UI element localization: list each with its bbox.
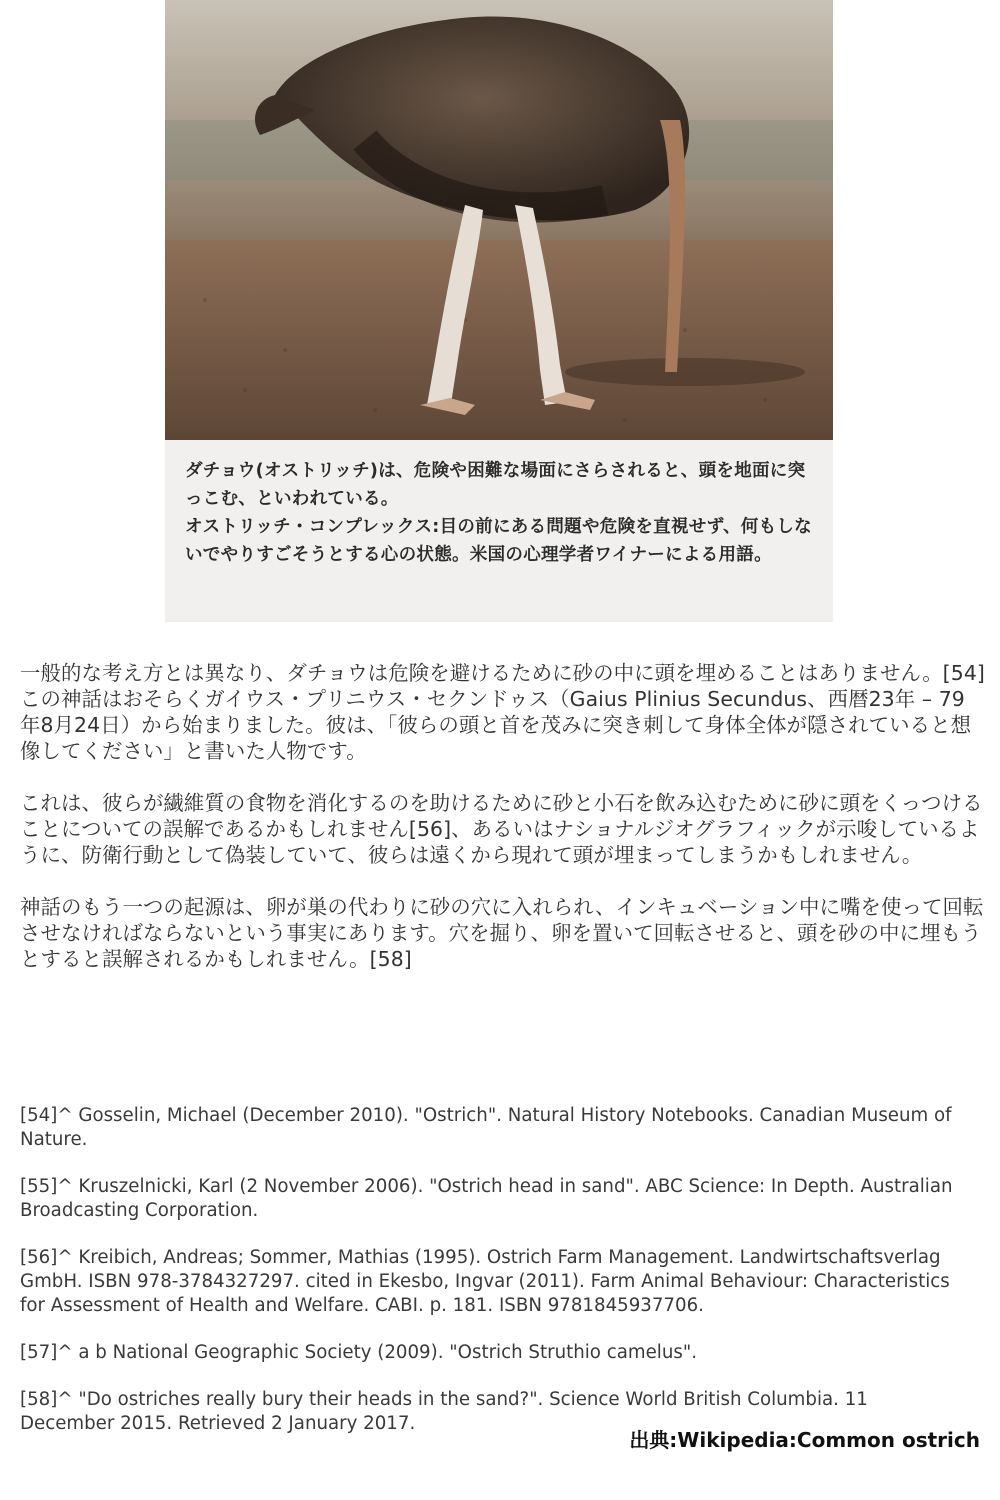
reference-58: [58]^ "Do ostriches really bury their heads in the sand?". Science World British Columbia. 11 December 2015. Retrieved 2 January 2017. (20, 1389, 868, 1434)
reference-list (20, 1104, 960, 1459)
reference-54: [54]^ Gosselin, Michael (December 2010). "Ostrich". Natural History Notebooks. Canadian Museum of Nature. (20, 1105, 952, 1150)
reference-57: [57]^ a b National Geographic Society (2009). "Ostrich Struthio camelus". (20, 1342, 697, 1363)
article-body (20, 660, 985, 998)
source-credit: 出典:Wikipedia:Common ostrich (629, 1428, 980, 1452)
paragraph-1: 一般的な考え方とは異なり、ダチョウは危険を避けるために砂の中に頭を埋めることはありません。[54]この神話はおそらくガイウス・プリニウス・セクンドゥス（Gaius Plinius Secundus、西暦23年 – 79年8月24日）から始まりました。彼は、「彼らの頭と首を茂みに突き刺して身体全体が隠されていると想像してください」と書いた人物です。 (20, 661, 985, 763)
caption-line-2: オストリッチ・コンプレックス:目の前にある問題や危険を直視せず、何もしないでやりすごそうとする心の状態。米国の心理学者ワイナーによる用語。 (185, 517, 812, 565)
paragraph-2: これは、彼らが繊維質の食物を消化するのを助けるために砂と小石を飲み込むために砂に頭をくっつけることについての誤解であるかもしれません[56]、あるいはナショナルジオグラフィックが示唆しているように、防衛行動として偽装していて、彼らは遠くから現れて頭が埋まってしまうかもしれません。 (20, 791, 983, 867)
caption-line-1: ダチョウ(オストリッチ)は、危険や困難な場面にさらされると、頭を地面に突っこむ、といわれている。 (185, 461, 806, 509)
reference-56: [56]^ Kreibich, Andreas; Sommer, Mathias (1995). Ostrich Farm Management. Landwirtschaftsverlag GmbH. ISBN 978-3784327297. cited in Ekesbo, Ingvar (2011). Farm Animal Behaviour: Characteristics for Assessment of Health and Welfare. CABI. p. 181. ISBN 9781845937706. (20, 1247, 950, 1316)
photo-caption (185, 457, 815, 569)
reference-55: [55]^ Kruszelnicki, Karl (2 November 2006). "Ostrich head in sand". ABC Science: In Depth. Australian Broadcasting Corporation. (20, 1176, 953, 1221)
paragraph-3: 神話のもう一つの起源は、卵が巣の代わりに砂の穴に入れられ、インキュベーション中に嘴を使って回転させなければならないという事実にあります。穴を掘り、卵を置いて回転させると、頭を砂の中に埋もうとすると誤解されるかもしれません。[58] (20, 895, 984, 971)
ostrich-photo (165, 0, 833, 440)
photo-card (165, 0, 833, 622)
